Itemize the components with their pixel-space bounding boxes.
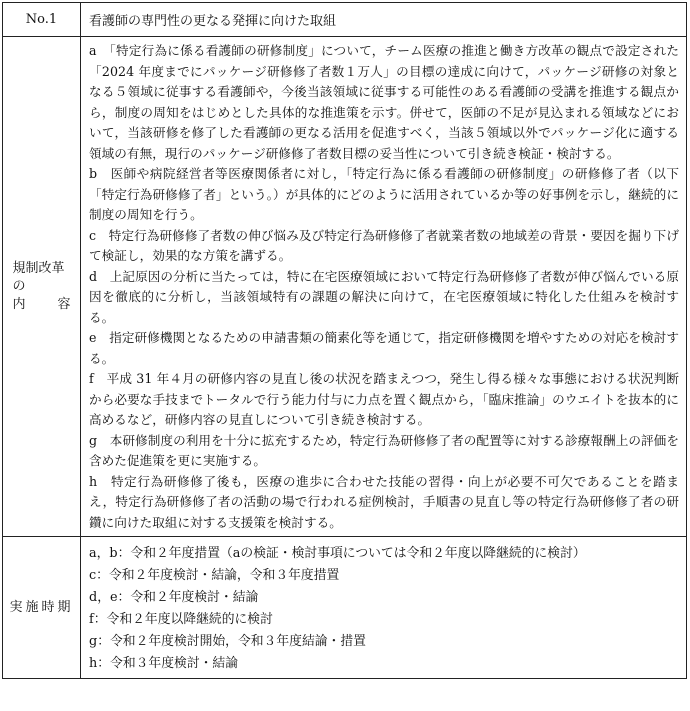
item-number-cell (3, 3, 81, 37)
regulation-content-cell (81, 37, 687, 537)
schedule-item-de: d，e：令和２年度検討・結論 (89, 590, 259, 605)
schedule-item-ab: a，b：令和２年度措置（aの検証・検討事項については令和２年度以降継続的に検討） (89, 546, 586, 561)
header-row (3, 3, 687, 37)
regulation-item-b: b 医師や病院経営者等医療関係者に対し，「特定行為に係る看護師の研修制度」の研修修了者（以下「特定行為研修修了者」という。）が具体的にどのように活用されているか等の好事例を示し，継続的に制度の周知を行う。 (89, 166, 679, 222)
schedule-item-c: c：令和２年度検討・結論，令和３年度措置 (89, 568, 340, 583)
regulation-table (2, 2, 687, 679)
regulation-row (3, 37, 687, 537)
regulation-item-f: f 平成 31 年４月の研修内容の見直し後の状況を踏まえつつ，発生し得る様々な事態における状況判断から必要な手技までトータルで行う能力付与に力点を置く観点から，「臨床推論」のウエイトを抜本的に高めるなど，研修内容の見直しについて引き続き検討する。 (89, 371, 679, 427)
regulation-item-e: e 指定研修機関となるための申請書類の簡素化等を通じて，指定研修機関を増やすための対応を検討する。 (89, 330, 679, 366)
schedule-content-cell (81, 537, 687, 679)
regulation-label-line1: 規制改革の (12, 260, 65, 294)
regulation-label-line2: 内 容 (12, 296, 71, 312)
regulation-item-a: a 「特定行為に係る看護師の研修制度」について，チーム医療の推進と働き方改革の観点で設定された「2024 年度までにパッケージ研修修了者数１万人」の目標の達成に向けて，パッケージ研修の対象となる５領域に従事する看護師や，今後当該領域に従事する可能性のある看護師の受講を推進する観点から，制度の周知をはじめとした具体的な推進策を示す。併せて，医師の不足が見込まれる領域などにおいて，当該研修を修了した看護師の更なる活用を促進すべく，当該５領域以外でパッケージ化に適する領域の有無，現行のパッケージ研修修了者数目標の妥当性について引き続き検証・検討する。 (89, 43, 679, 161)
regulation-item-h: h 特定行為研修修了後も，医療の進歩に合わせた技能の習得・向上が必要不可欠であることを踏まえ，特定行為研修修了者の活動の場で行われる症例検討，手順書の見直し等の特定行為研修修了者の研鑽に向けた取組に対する支援策を検討する。 (89, 473, 679, 530)
regulation-item-d: d 上記原因の分析に当たっては，特に在宅医療領域において特定行為研修修了者数が伸び悩んでいる原因を徹底的に分析し，当該領域特有の課題の解決に向けて，在宅医療領域に特化した仕組みを検討する。 (89, 268, 679, 325)
item-title: 看護師の専門性の更なる発揮に向けた取組 (89, 14, 337, 29)
schedule-row (3, 537, 687, 679)
regulation-item-g: g 本研修制度の利用を十分に拡充するため，特定行為研修修了者の配置等に対する診療報酬上の評価を含めた促進策を更に実施する。 (89, 432, 679, 468)
regulation-label-cell (3, 37, 81, 537)
regulation-item-c: c 特定行為研修修了者数の伸び悩み及び特定行為研修修了者就業者数の地域差の背景・要因を掘り下げて検証し，効果的な方策を講ずる。 (89, 227, 679, 263)
title-cell (81, 3, 687, 37)
schedule-label: 実施時期 (9, 599, 74, 615)
schedule-label-cell (3, 537, 81, 679)
item-number: No.1 (25, 12, 58, 27)
schedule-item-g: g：令和２年度検討開始，令和３年度結論・措置 (89, 634, 366, 649)
regulation-label (13, 260, 71, 314)
schedule-item-f: f：令和２年度以降継続的に検討 (89, 612, 273, 627)
schedule-item-h: h：令和３年度検討・結論 (89, 656, 239, 671)
